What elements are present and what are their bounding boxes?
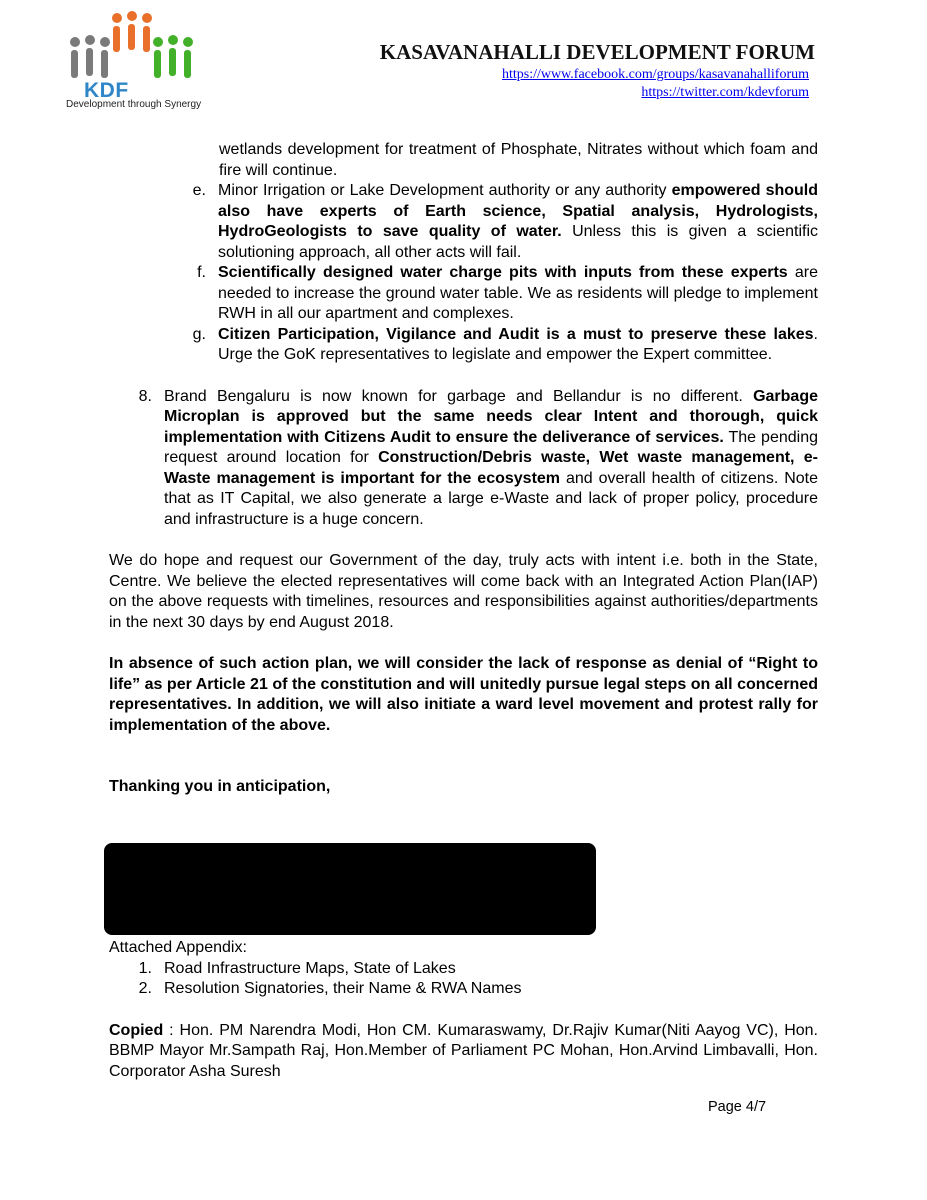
list-marker: e. bbox=[192, 182, 206, 199]
org-title: KASAVANAHALLI DEVELOPMENT FORUM bbox=[379, 40, 815, 64]
absence-paragraph: In absence of such action plan, we will consider the lack of response as denial of “Right to life” as per Article 21 of the constitution and will unitedly pursue legal steps on all concerned representatives. In addition, we will also initiate a ward level movement and protest rally for implementation of the above. bbox=[109, 655, 818, 734]
text-span: Brand Bengaluru is now known for garbage and Bellandur is no different. bbox=[164, 387, 754, 405]
text-span: Unless this is given a scientific solutioning approach, all other acts will fail. bbox=[218, 223, 819, 261]
bold-span: Scientifically designed water charge pits with inputs from these experts bbox=[218, 264, 788, 281]
list-item-text: Resolution Signatories, their Name & RWA Names bbox=[164, 980, 522, 997]
letter-body bbox=[109, 140, 818, 798]
text-span: Minor Irrigation or Lake Development authority or any authority bbox=[218, 182, 672, 199]
list-item bbox=[109, 325, 818, 366]
bold-span: Citizen Participation, Vigilance and Audit is a must to preserve these lakes bbox=[218, 325, 814, 343]
copied-label: Copied bbox=[109, 1021, 164, 1039]
list-item-text bbox=[218, 325, 818, 366]
bold-span: Construction/Debris waste, Wet waste management, e-Waste management is important for the ecosystem bbox=[164, 449, 818, 487]
logo-tagline: Development through Synergy bbox=[66, 99, 202, 110]
text-span: and overall health of citizens. Note that as IT Capital, we also generate a large e-Waste and lack of proper policy, procedure and infrastructure is a huge concern. bbox=[164, 469, 818, 528]
facebook-link[interactable]: https://www.facebook.com/groups/kasavanahalliforum bbox=[501, 67, 809, 82]
list-item-text: Road Infrastructure Maps, State of Lakes bbox=[164, 959, 456, 977]
copied-paragraph bbox=[109, 1021, 818, 1083]
continued-text: wetlands development for treatment of Phosphate, Nitrates without which foam and fire will continue. bbox=[219, 141, 818, 179]
page-number: Page 4/7 bbox=[708, 1099, 767, 1115]
list-item bbox=[109, 181, 818, 263]
list-item bbox=[109, 959, 818, 980]
list-item bbox=[109, 979, 818, 1000]
copied-recipients: : Hon. PM Narendra Modi, Hon CM. Kumaraswamy, Dr.Rajiv Kumar(Niti Aayog VC), Hon. BBMP Mayor Mr.Sampath Raj, Hon.Member of Parliament PC Mohan, Hon.Arvind Limbavalli, Hon. Corporator Asha Suresh bbox=[109, 1021, 818, 1080]
list-marker: g. bbox=[192, 325, 206, 343]
list-item-text bbox=[218, 263, 818, 325]
list-item-8 bbox=[109, 387, 818, 531]
hope-paragraph: We do hope and request our Government of the day, truly acts with intent i.e. both in the State, Centre. We believe the elected representatives will come back with an Integrated Action Plan(IAP) on the above requests with timelines, resources and responsibilities against authorities/departments in the next 30 days by end August 2018. bbox=[109, 552, 818, 631]
list-item-text bbox=[218, 181, 818, 263]
text-span: The pending request around location for bbox=[164, 428, 818, 466]
bold-span: Garbage Microplan is approved but the same needs clear Intent and thorough, quick implementation with Citizens Audit to ensure the deliverance of services. bbox=[164, 387, 818, 446]
list-marker: f. bbox=[197, 264, 206, 281]
list-marker: 1. bbox=[138, 959, 152, 977]
text-span: . Urge the GoK representatives to legislate and empower the Expert committee. bbox=[218, 325, 818, 363]
list-item bbox=[109, 263, 818, 325]
redacted-signature-block bbox=[104, 843, 596, 935]
twitter-link[interactable]: https://twitter.com/kdevforum bbox=[641, 85, 809, 100]
logo-text: KDF bbox=[84, 79, 129, 102]
list-marker: 8. bbox=[138, 387, 152, 405]
appendix-title: Attached Appendix: bbox=[109, 939, 247, 956]
bold-span: empowered should also have experts of Earth science, Spatial analysis, Hydrologists, HydroGeologists to save quality of water. bbox=[218, 182, 819, 240]
list-item-text bbox=[164, 387, 818, 531]
text-span: are needed to increase the ground water table. We as residents will pledge to implement RWH in all our apartment and complexes. bbox=[218, 264, 818, 322]
closing-line: Thanking you in anticipation, bbox=[109, 778, 331, 795]
people-figures-icon bbox=[62, 10, 212, 90]
list-marker: 2. bbox=[138, 980, 152, 997]
sub-item-list bbox=[109, 181, 818, 366]
appendix-section bbox=[109, 938, 818, 1082]
